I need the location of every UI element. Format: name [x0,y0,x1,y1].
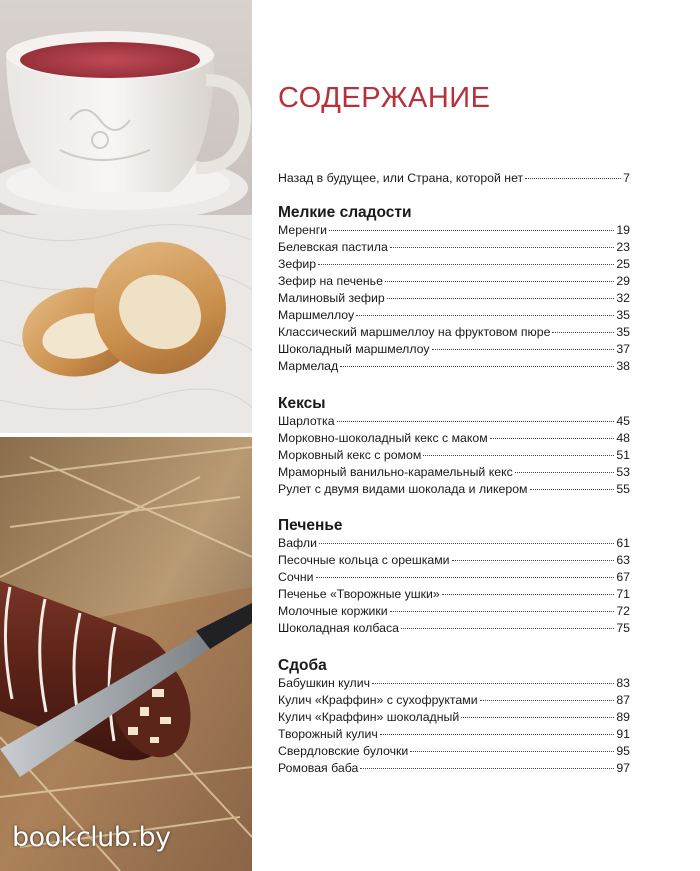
toc-item-label: Шоколадная колбаса [278,621,399,635]
tea-and-cookies-photo [0,0,252,433]
toc-item[interactable] [278,430,630,447]
toc-item-page: 7 [623,171,630,185]
toc-item-label: Мраморный ванильно-карамельный кекс [278,465,513,479]
toc-item-label: Творожный кулич [278,727,378,741]
toc-item-page: 71 [616,587,630,601]
toc-item[interactable] [278,307,630,324]
toc-item[interactable] [278,358,630,375]
toc-item-label: Песочные кольца с орешками [278,553,450,567]
photo-column [0,0,252,871]
toc-item-page: 67 [616,570,630,584]
leader-dots [356,306,614,316]
toc-item-label: Белевская пастила [278,240,388,254]
toc-item[interactable] [278,256,630,273]
toc-item-label: Маршмеллоу [278,308,355,322]
leader-dots [385,272,614,282]
toc-item-page: 63 [616,553,630,567]
toc-item-label: Печенье «Творожные ушки» [278,587,440,601]
toc-item[interactable] [278,620,630,637]
toc-item-page: 87 [616,693,630,707]
toc-item-page: 45 [616,414,630,428]
toc-item-page: 89 [616,710,630,724]
toc-item-page: 91 [616,727,630,741]
toc-item[interactable] [278,586,630,603]
leader-dots [490,429,615,439]
toc-item-label: Малиновый зефир [278,291,385,305]
leader-dots [380,725,615,735]
toc-item[interactable] [278,413,630,430]
toc-item-page: 35 [616,325,630,339]
toc-item-label: Морковно-шоколадный кекс с маком [278,431,488,445]
toc-item[interactable] [278,743,630,760]
watermark: bookclub.by [12,822,171,853]
leader-dots [401,619,614,629]
leader-dots [432,340,615,350]
toc-item[interactable] [278,726,630,743]
toc-item-label: Зефир [278,257,317,271]
leader-dots [316,568,615,578]
leader-dots [390,238,615,248]
toc-item-page: 72 [616,604,630,618]
toc-item-page: 38 [616,359,630,373]
toc-item[interactable] [278,341,630,358]
leader-dots [329,221,614,231]
leader-dots [410,742,614,752]
toc-item-label: Сочни [278,570,314,584]
toc-item[interactable] [278,603,630,620]
section-heading-melkie-sladosti: Мелкие сладости [278,204,412,221]
toc-item[interactable] [278,447,630,464]
toc-item-page: 51 [616,448,630,462]
toc-item-label: Вафли [278,536,317,550]
toc-item-page: 95 [616,744,630,758]
section-heading-pechene: Печенье [278,517,343,534]
toc-item-page: 23 [616,240,630,254]
toc-item-page: 53 [616,465,630,479]
toc-item-label: Кулич «Краффин» шоколадный [278,710,460,724]
leader-dots [552,323,614,333]
toc-item-page: 37 [616,342,630,356]
leader-dots [318,255,614,265]
leader-dots [480,691,615,701]
toc-item-label: Ромовая баба [278,761,359,775]
toc-item-label: Мармелад [278,359,339,373]
leader-dots [319,534,614,544]
leader-dots [530,480,615,490]
toc-item-label: Кулич «Краффин» с сухофруктами [278,693,478,707]
toc-item-page: 48 [616,431,630,445]
toc-item[interactable] [278,709,630,726]
toc-item-page: 75 [616,621,630,635]
toc-item-label: Зефир на печенье [278,274,383,288]
leader-dots [442,585,615,595]
toc-item-page: 97 [616,761,630,775]
toc-item[interactable] [278,481,630,498]
toc-intro-row[interactable] [278,170,630,187]
toc-item-label: Меренги [278,223,328,237]
section-heading-keksy: Кексы [278,395,326,412]
leader-dots [390,602,615,612]
toc-item-page: 25 [616,257,630,271]
toc-item-label: Бабушкин кулич [278,676,370,690]
toc-item[interactable] [278,552,630,569]
toc-item-label: Свердловские булочки [278,744,409,758]
leader-dots [515,463,615,473]
section-heading-sdoba: Сдоба [278,657,327,674]
leader-dots [340,357,614,367]
toc-item-page: 61 [616,536,630,550]
page-title: СОДЕРЖАНИЕ [278,82,491,114]
leader-dots [372,674,614,684]
leader-dots [452,551,615,561]
toc-item[interactable] [278,222,630,239]
toc-item[interactable] [278,273,630,290]
leader-dots [423,446,614,456]
toc-item[interactable] [278,290,630,307]
toc-item[interactable] [278,675,630,692]
toc-item-page: 35 [616,308,630,322]
leader-dots [387,289,615,299]
leader-dots [525,169,621,179]
toc-item-label: Шарлотка [278,414,335,428]
toc-item-page: 55 [616,482,630,496]
leader-dots [360,759,614,769]
toc-item[interactable] [278,569,630,586]
toc-item-label: Назад в будущее, или Страна, которой нет [278,171,524,185]
leader-dots [337,412,615,422]
toc-item[interactable] [278,239,630,256]
chocolate-sausage-photo [0,437,252,871]
toc-item[interactable] [278,692,630,709]
toc-item[interactable] [278,535,630,552]
toc-item-page: 19 [616,223,630,237]
toc-item-page: 29 [616,274,630,288]
toc-item-label: Рулет с двумя видами шоколада и ликером [278,482,528,496]
leader-dots [461,708,614,718]
toc-item-label: Шоколадный маршмеллоу [278,342,430,356]
toc-item-page: 83 [616,676,630,690]
toc-item-page: 32 [616,291,630,305]
toc-item[interactable] [278,324,630,341]
toc-item[interactable] [278,760,630,777]
toc-item-label: Классический маршмеллоу на фруктовом пюре [278,325,551,339]
toc-item-label: Морковный кекс с ромом [278,448,422,462]
toc-item-label: Молочные коржики [278,604,388,618]
toc-item[interactable] [278,464,630,481]
